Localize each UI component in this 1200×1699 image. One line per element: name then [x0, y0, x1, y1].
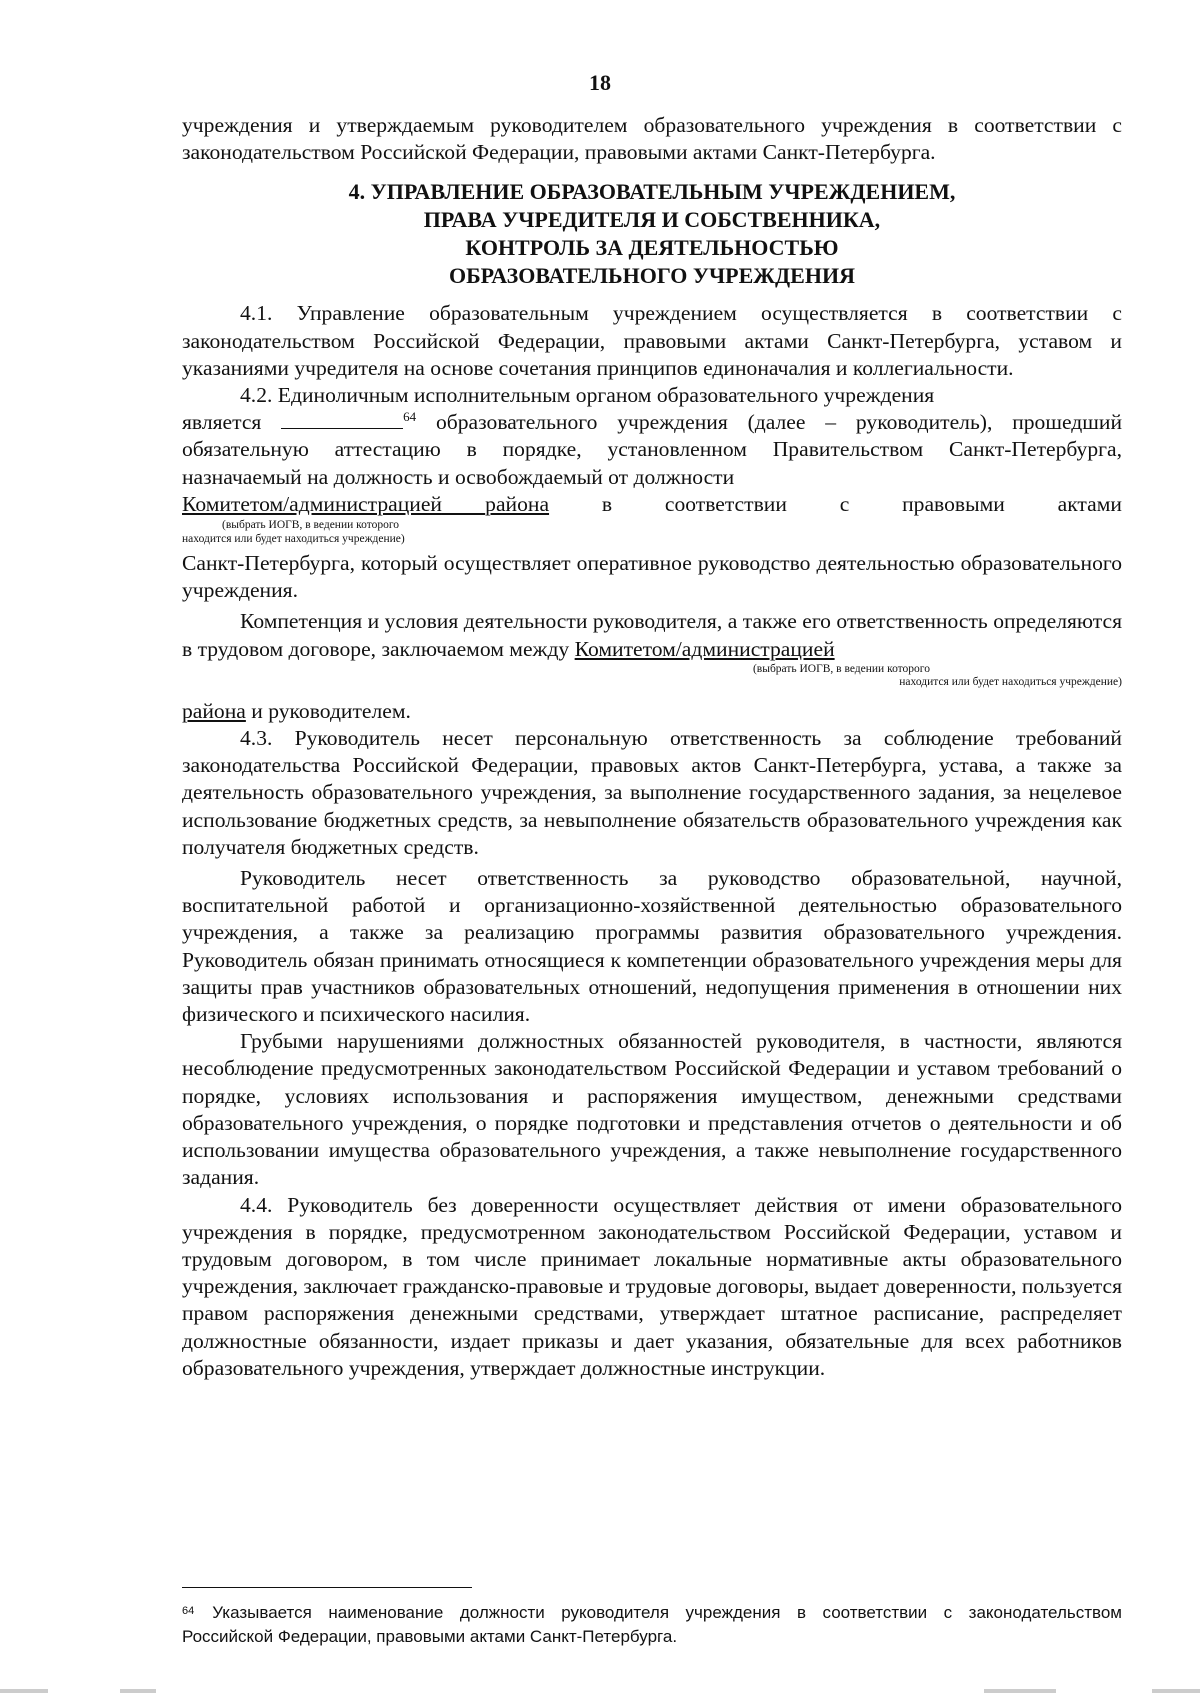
- paragraph-4-3: 4.3. Руководитель несет персональную ответственность за соблюдение требований законодательства Российской Федерации, правовых актов Санкт-Петербурга, устава, а также за деятельность образовательного учреждения, за выполнение государственного задания, за нецелевое использование бюджетных средств, за невыполнение обязательств образовательного учреждения как получателя бюджетных средств.: [182, 726, 1122, 859]
- section-heading: [182, 178, 1122, 290]
- note-line: (выбрать ИОГВ, в ведении которого: [222, 519, 400, 532]
- paragraph-competence-end: [182, 698, 1122, 725]
- word: правовыми: [902, 491, 1005, 516]
- note-line: находится или будет находиться учреждение): [182, 532, 405, 545]
- word: в: [601, 491, 613, 516]
- footnote-text: Указывается наименование должности руководителя учреждения в соответствии с законодательством Российской Федерации, правовыми актами Санкт-Петербурга.: [182, 1603, 1122, 1646]
- note-choose-authority-2: [182, 533, 1122, 547]
- underlined-district: района: [485, 491, 550, 516]
- footnote-separator: [182, 1587, 472, 1588]
- underlined-committee: Комитетом/администрацией: [574, 636, 835, 661]
- footnote: [182, 1601, 1122, 1649]
- word: актами: [1057, 491, 1122, 516]
- underlined-text-group: [182, 491, 549, 518]
- fill-in-blank: [281, 410, 403, 429]
- text-segment: Компетенция и условия деятельности руководителя, а также его ответственность определяются в трудовом договоре, заключаемом между: [182, 609, 1122, 661]
- paragraph-4-4: 4.4. Руководитель без доверенности осуществляет действия от имени образовательного учреждения в порядке, предусмотренном законодательством Российской Федерации, уставом и трудовым договором, в том числе принимает локальные нормативные акты образовательного учреждения, заключает гражданско-правовые и трудовые договоры, выдает доверенности, пользуется правом распоряжения денежными средствами, утверждает штатное расписание, распределяет должностные обязанности, издает приказы и дает указания, обязательные для всех работников образовательного учреждения, утверждает должностные инструкции.: [182, 1192, 1122, 1380]
- heading-line-2: ПРАВА УЧРЕДИТЕЛЯ И СОБСТВЕННИКА,: [423, 207, 881, 233]
- paragraph-competence: [182, 608, 1122, 662]
- note-choose-authority-3: [182, 663, 1122, 690]
- paragraph-4-2-body: [182, 409, 1122, 491]
- text-segment: образовательного учреждения (далее – руководитель), прошедший обязательную аттестацию в порядке, установленном Правительством Санкт-Петербурга, назначаемый на должность и освобождаемый от должности: [182, 410, 1122, 489]
- underlined-committee: Комитетом/администрацией: [182, 491, 442, 516]
- paragraph-violations: Грубыми нарушениями должностных обязанностей руководителя, в частности, являются несоблюдение предусмотренных законодательством Российской Федерации и уставом требований о порядке, условиях использования и распоряжения имуществом, денежными средствами образовательного учреждения, о порядке подготовки и представления отчетов о деятельности и об использовании имущества образовательного учреждения, а также невыполнение государственного задания.: [182, 1029, 1122, 1190]
- underline-gap: [442, 492, 485, 516]
- word: с: [839, 491, 850, 516]
- footnote-number: 64: [182, 1605, 195, 1617]
- paragraph-4-2-continuation: Санкт-Петербурга, который осуществляет оперативное руководство деятельностью образовательного учреждения.: [182, 551, 1122, 603]
- intro-paragraph: учреждения и утверждаемым руководителем образовательного учреждения в соответствии с законодательством Российской Федерации, правовыми актами Санкт-Петербурга.: [182, 113, 1122, 165]
- note-line: находится или будет находиться учреждение): [899, 676, 1122, 689]
- footnote-ref: 64: [403, 409, 417, 425]
- heading-line-3: КОНТРОЛЬ ЗА ДЕЯТЕЛЬНОСТЬЮ: [465, 235, 839, 261]
- paragraph-4-1: 4.1. Управление образовательным учреждением осуществляется в соответствии с законодательством Российской Федерации, правовыми актами Санкт-Петербурга, уставом и указаниями учредителя на основе сочетания принципов единоначалия и коллегиальности.: [182, 301, 1122, 380]
- word: соответствии: [664, 491, 787, 516]
- document-body: [182, 112, 1122, 1382]
- text-segment: и руководителем.: [245, 698, 411, 723]
- paragraph-responsibility: Руководитель несет ответственность за руководство образовательной, научной, воспитательной работой и организационно-хозяйственной деятельностью образовательного учреждения, а также за реализацию программы развития образовательного учреждения. Руководитель обязан принимать относящиеся к компетенции образовательного учреждения меры для защиты прав участников образовательных отношений, недопущения применения в отношении них физического и психического насилия.: [182, 866, 1122, 1027]
- note-line: (выбрать ИОГВ, в ведении которого: [752, 662, 930, 675]
- heading-line-1: 4. УПРАВЛЕНИЕ ОБРАЗОВАТЕЛЬНЫМ УЧРЕЖДЕНИЕМ,: [348, 179, 956, 205]
- heading-line-4: ОБРАЗОВАТЕЛЬНОГО УЧРЕЖДЕНИЯ: [449, 263, 855, 289]
- note-choose-authority: [182, 519, 1122, 533]
- underlined-district: района: [182, 698, 246, 723]
- scan-edge-artifact: [0, 1689, 1200, 1693]
- page-number: 18: [589, 70, 611, 95]
- paragraph-4-2-line-1: 4.2. Единоличным исполнительным органом образовательного учреждения: [240, 383, 935, 408]
- text-segment: является: [182, 410, 282, 435]
- underlined-line: [182, 491, 1122, 518]
